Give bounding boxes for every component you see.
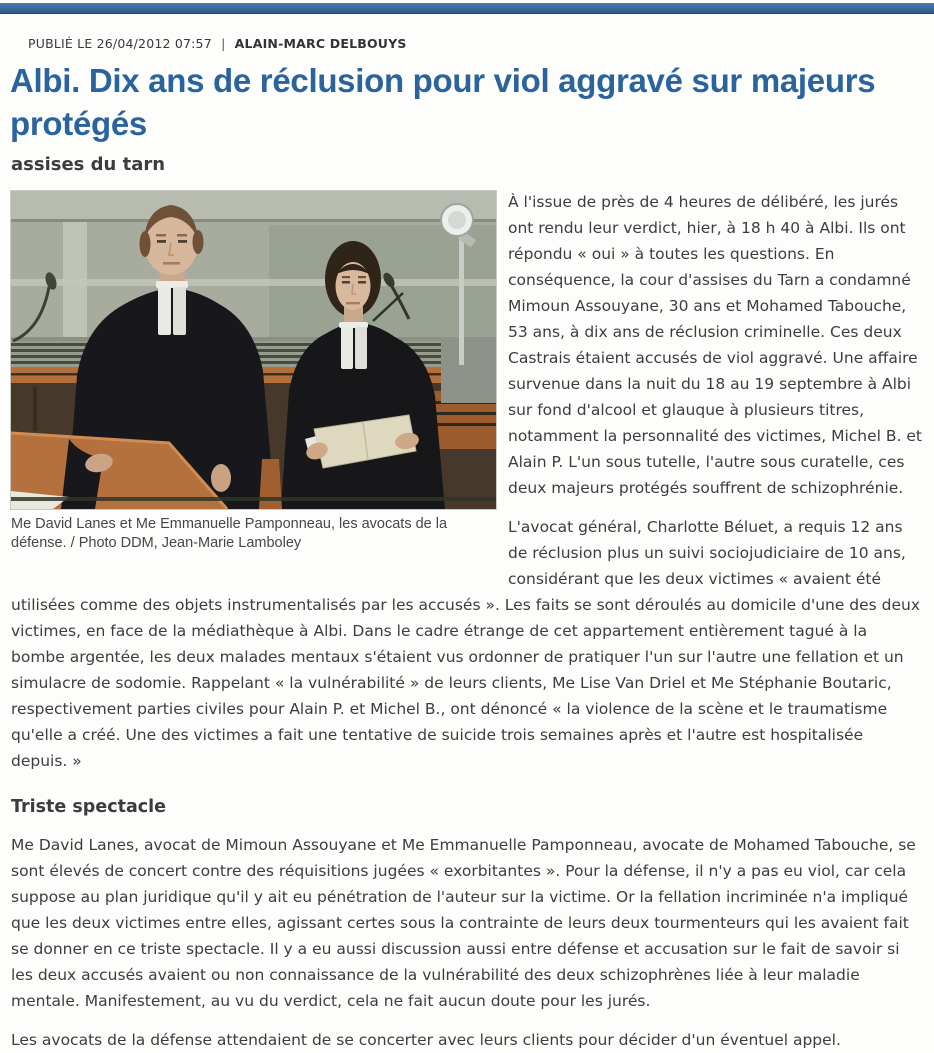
paragraph-body-1: Me David Lanes, avocat de Mimoun Assouyane et Me Emmanuelle Pamponneau, avocate de Mohamed Tabouche, se sont élevés de concert contre des réquisitions jugées « exorbitantes ». Pour la défense, il n'y a pas eu viol, car cela suppose au plan juridique qu'il y ait eu pénétration de l'auteur sur la victime. Or la fellation incriminée n'a impliqué que les deux victimes entre elles, agissant certes sous la contrainte de leurs deux tourmenteurs qui les avaient fait se donner en ce triste spectacle. Il y a eu aussi discussion aussi entre défense et accusation sur le fait de savoir si les deux accusés avaient ou non connaissance de la vulnérabilité des deux schizophrènes liée à leur maladie mentale. Manifestement, au vu du verdict, cela ne fait aucun doute pour les jurés. <box>11 836 916 1010</box>
photo-caption: Me David Lanes et Me Emmanuelle Pamponneau, les avocats de la défense. / Photo DDM, Jean-Marie Lamboley <box>11 516 448 551</box>
article-page <box>0 3 934 1049</box>
paragraph-intro-1: À l'issue de près de 4 heures de délibéré, les jurés ont rendu leur verdict, hier, à 18 h 40 à Albi. Ils ont répondu « oui » à toutes les questions. En conséquence, la cour d'assises du Tarn a condamné Mimoun Assouyane, 30 ans et Mohamed Tabouche, 53 ans, à dix ans de réclusion criminelle. Ces deux Castrais étaient accusés de viol aggravé. Une affaire survenue dans la nuit du 18 au 19 septembre à Albi sur fond d'alcool et glauque à plusieurs titres, notamment la personnalité des victimes, Michel B. et Alain P. L'un sous tutelle, l'autre sous curatelle, ces deux majeurs protégés souffrent de schizophrénie. <box>508 193 923 497</box>
top-divider-bar <box>0 3 934 14</box>
bench-gap-wood <box>259 459 282 509</box>
article-subhead: assises du tarn <box>11 154 166 175</box>
publish-date: PUBLIÉ LE 26/04/2012 07:57 <box>28 36 212 51</box>
paragraph-body-2: Les avocats de la défense attendaient de se concerter avec leurs clients pour décider d'un éventuel appel. <box>11 1031 841 1049</box>
article-meta <box>28 36 924 51</box>
author-name: ALAIN-MARC DELBOUYS <box>234 36 407 51</box>
page-title: Albi. Dix ans de réclusion pour viol aggravé sur majeurs protégés <box>10 62 876 142</box>
courtroom-photo <box>11 191 496 509</box>
meta-separator: | <box>221 36 226 51</box>
article-photo-figure <box>11 191 496 553</box>
section-heading: Triste spectacle <box>11 797 166 817</box>
paragraph-intro-2: L'avocat général, Charlotte Béluet, a requis 12 ans de réclusion plus un suivi sociojudiciaire de 10 ans, considérant que les deux victimes « avaient été utilisées comme des objets instrumentalisés par les accusés ». Les faits se sont déroulés au domicile d'une des deux victimes, en face de la médiathèque à Albi. Dans le cadre étrange de cet appartement entièrement tagué à la bombe argentée, les deux malades mentaux s'étaient vus ordonner de pratiquer l'un sur l'autre une fellation et un simulacre de sodomie. Rappelant « la vulnérabilité » de leurs clients, Me Lise Van Driel et Me Stéphanie Boutaric, respectivement parties civiles pour Alain P. et Michel B., ont dénoncé « la violence de la scène et le traumatisme qu'elle a créé. Une des victimes a fait une tentative de suicide trois semaines après et l'autre est hospitalisée depuis. » <box>11 518 921 770</box>
article-body <box>11 189 924 1053</box>
article-content <box>0 36 934 1053</box>
